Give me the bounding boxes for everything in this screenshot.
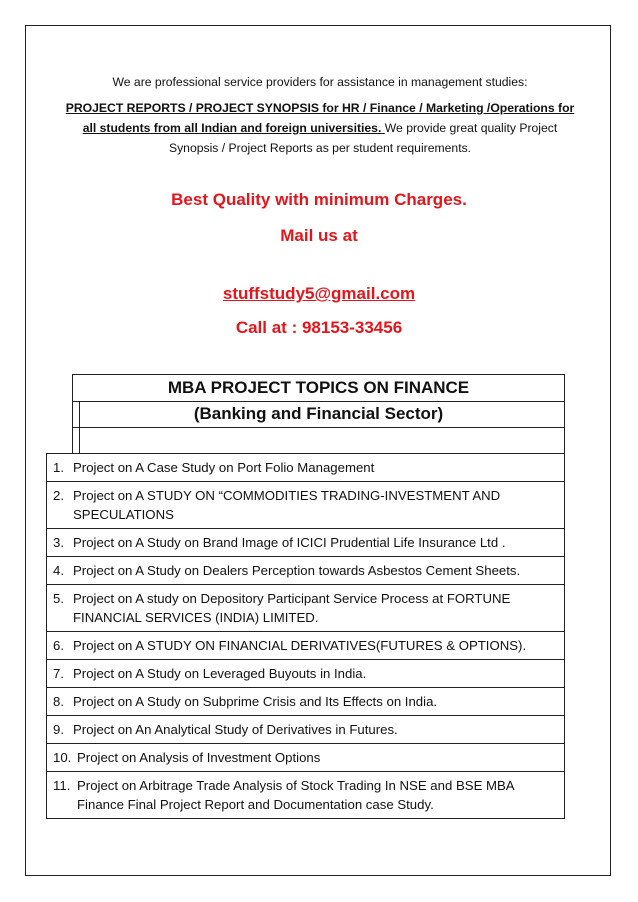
intro-bold-text: PROJECT REPORTS / PROJECT SYNOPSIS for HR / Finance / Marketing /Operations for all students from all Indian and foreign universities. — [65, 101, 575, 135]
item-number: 6. — [53, 638, 64, 653]
list-item — [47, 743, 564, 771]
promo-tagline: Best Quality with minimum Charges. — [171, 190, 467, 209]
item-number: 9. — [53, 722, 64, 737]
list-item — [47, 687, 564, 715]
list-item — [47, 556, 564, 584]
header-divider — [72, 401, 565, 402]
item-text: Project on An Analytical Study of Derivatives in Futures. — [73, 722, 398, 737]
item-text: Project on A Study on Brand Image of ICICI Prudential Life Insurance Ltd . — [73, 535, 506, 550]
item-number: 11. — [53, 778, 71, 793]
item-text: Project on A STUDY ON “COMMODITIES TRADING-INVESTMENT AND SPECULATIONS — [73, 488, 501, 522]
header-divider — [72, 427, 565, 428]
item-text: Project on A study on Depository Participant Service Process at FORTUNE FINANCIAL SERVICES (INDIA) LIMITED. — [73, 591, 511, 625]
table-subtitle: (Banking and Financial Sector) — [193, 404, 444, 423]
item-text: Project on A Study on Subprime Crisis and Its Effects on India. — [73, 694, 438, 709]
topics-list — [46, 453, 565, 819]
list-item — [47, 481, 564, 528]
intro-paragraph — [60, 98, 580, 158]
item-number: 7. — [53, 666, 64, 681]
item-text: Project on A Case Study on Port Folio Management — [73, 460, 375, 475]
item-text: Project on Analysis of Investment Options — [77, 750, 321, 765]
item-number: 10. — [53, 750, 72, 765]
list-item — [47, 715, 564, 743]
item-number: 4. — [53, 563, 64, 578]
list-item — [47, 659, 564, 687]
table-title: MBA PROJECT TOPICS ON FINANCE — [167, 378, 470, 397]
list-item — [47, 584, 564, 631]
item-text: Project on A Study on Leveraged Buyouts in India. — [73, 666, 367, 681]
list-item — [47, 631, 564, 659]
intro-block — [60, 72, 580, 158]
mail-label: Mail us at — [280, 226, 358, 245]
phone-number: Call at : 98153-33456 — [235, 318, 403, 337]
item-text: Project on A Study on Dealers Perception towards Asbestos Cement Sheets. — [73, 563, 521, 578]
item-number: 3. — [53, 535, 64, 550]
item-number: 2. — [53, 488, 64, 503]
list-item — [47, 771, 564, 818]
intro-line: We are professional service providers for assistance in management studies: — [112, 75, 528, 89]
intro-rest-text: We provide great quality Project Synopsis / Project Reports as per student requirements. — [168, 121, 558, 155]
item-text: Project on A STUDY ON FINANCIAL DERIVATIVES(FUTURES & OPTIONS). — [73, 638, 527, 653]
list-item — [47, 528, 564, 556]
email-link[interactable]: stuffstudy5@gmail.com — [222, 284, 416, 303]
item-text: Project on Arbitrage Trade Analysis of Stock Trading In NSE and BSE MBA Finance Final Project Report and Documentation case Study. — [77, 778, 514, 812]
item-number: 1. — [53, 460, 64, 475]
item-number: 5. — [53, 591, 64, 606]
list-item — [47, 454, 564, 481]
item-number: 8. — [53, 694, 64, 709]
